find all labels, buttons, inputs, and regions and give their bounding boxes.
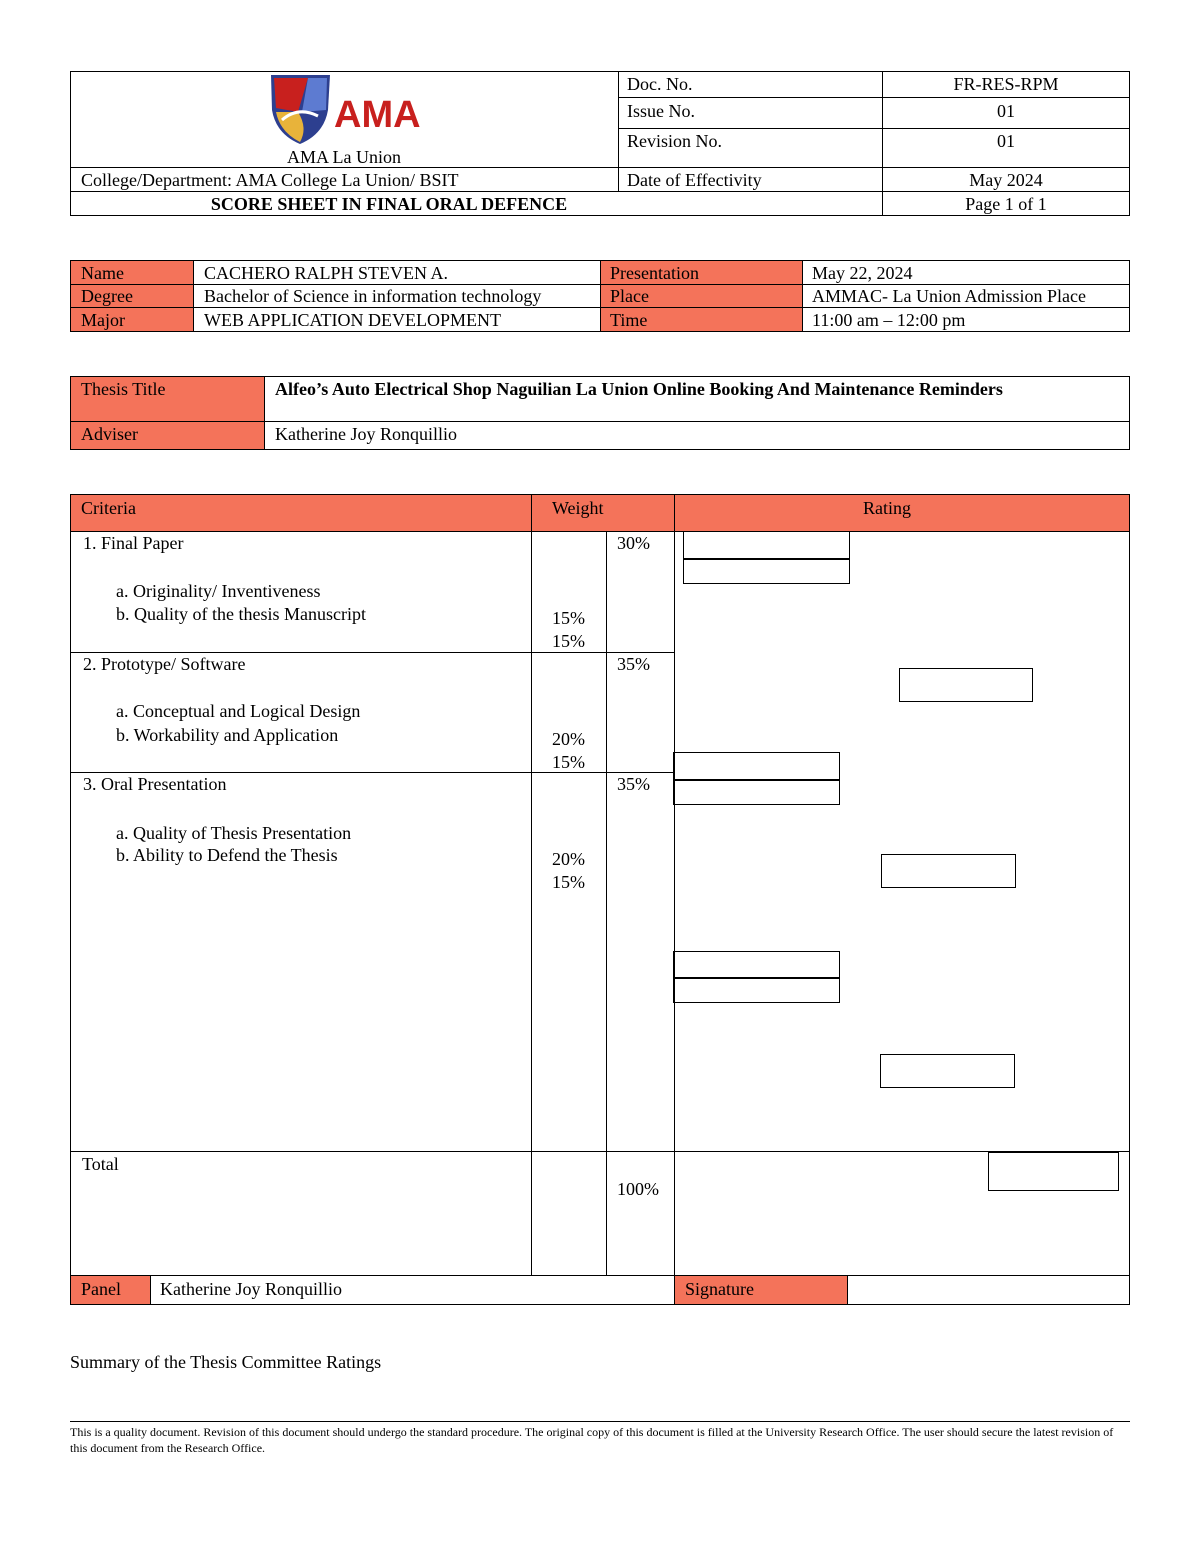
page-number: Page 1 of 1 — [965, 194, 1047, 214]
sheet-title: SCORE SHEET IN FINAL ORAL DEFENCE — [210, 194, 568, 214]
rating-subtotal-final-paper[interactable] — [899, 668, 1033, 702]
rule — [600, 260, 601, 332]
criterion-weight: 35% — [617, 774, 650, 794]
rule — [674, 494, 675, 1305]
rule — [70, 260, 71, 332]
name-label: Name — [81, 263, 124, 283]
rule — [150, 1275, 151, 1305]
panel-label: Panel — [81, 1279, 121, 1299]
sub-criterion: a. Originality/ Inventiveness — [116, 581, 321, 601]
footer-rule — [70, 1421, 1130, 1422]
rating-input-presentation[interactable] — [673, 951, 840, 978]
total-weight: 100% — [617, 1179, 659, 1199]
time-value: 11:00 am – 12:00 pm — [812, 310, 966, 330]
sub-criterion: a. Conceptual and Logical Design — [116, 701, 361, 721]
revision-no-value: 01 — [997, 131, 1015, 151]
revision-no-label: Revision No. — [627, 131, 723, 151]
criterion-weight: 30% — [617, 533, 650, 553]
sub-weight: 15% — [552, 608, 585, 628]
rule — [70, 376, 71, 450]
sub-weight: 15% — [552, 752, 585, 772]
total-label: Total — [82, 1154, 119, 1174]
adviser-name: Katherine Joy Ronquillio — [275, 424, 457, 444]
rule — [70, 494, 1130, 495]
rule — [618, 97, 1130, 98]
rule — [1129, 494, 1130, 1305]
doc-no-value: FR-RES-RPM — [953, 74, 1059, 94]
rule — [70, 191, 1130, 192]
thesis-title: Alfeo’s Auto Electrical Shop Naguilian La Union Online Booking And Maintenance Reminders — [275, 379, 1003, 399]
rating-input-originality[interactable] — [683, 531, 850, 559]
rule — [1129, 260, 1130, 332]
signature-field[interactable] — [848, 1276, 1129, 1304]
rule — [1129, 376, 1130, 450]
rule — [618, 128, 1130, 129]
rule — [70, 494, 71, 1305]
sub-weight: 15% — [552, 631, 585, 651]
sub-weight: 15% — [552, 872, 585, 892]
issue-no-value: 01 — [997, 101, 1015, 121]
rating-total[interactable] — [988, 1152, 1119, 1191]
presentation-label: Presentation — [610, 263, 699, 283]
svg-text:AMA: AMA — [334, 94, 421, 136]
sub-criterion: b. Workability and Application — [116, 725, 339, 745]
shield-icon — [271, 75, 330, 144]
sub-criterion: a. Quality of Thesis Presentation — [116, 823, 352, 843]
presentation-date: May 22, 2024 — [812, 263, 913, 283]
rule — [531, 494, 532, 1276]
ama-logo — [268, 72, 423, 147]
criterion-prototype: 2. Prototype/ Software — [83, 654, 246, 674]
rule — [606, 531, 607, 1276]
doc-no-label: Doc. No. — [627, 74, 693, 94]
criterion-weight: 35% — [617, 654, 650, 674]
summary-heading: Summary of the Thesis Committee Ratings — [70, 1352, 382, 1372]
weight-header: Weight — [552, 498, 604, 518]
rating-subtotal-prototype[interactable] — [881, 854, 1016, 888]
issue-no-label: Issue No. — [627, 101, 695, 121]
major-value: WEB APPLICATION DEVELOPMENT — [204, 310, 501, 330]
signature-label: Signature — [685, 1279, 754, 1299]
rule — [70, 449, 1130, 450]
rule — [70, 71, 1130, 72]
major-label: Major — [81, 310, 125, 330]
rule — [70, 376, 1130, 377]
panel-name: Katherine Joy Ronquillio — [160, 1279, 342, 1299]
thesis-title-label: Thesis Title — [81, 379, 166, 399]
rule — [618, 71, 619, 192]
rating-input-manuscript[interactable] — [683, 559, 850, 584]
rating-input-defend[interactable] — [673, 978, 840, 1003]
date-effectivity-label: Date of Effectivity — [627, 170, 762, 190]
sub-weight: 20% — [552, 729, 585, 749]
rule — [70, 215, 1130, 216]
rating-subtotal-oral[interactable] — [880, 1054, 1015, 1088]
sub-weight: 20% — [552, 849, 585, 869]
campus-name: AMA La Union — [287, 147, 401, 167]
date-effectivity-value: May 2024 — [969, 170, 1043, 190]
rating-header: Rating — [863, 498, 911, 518]
rule — [70, 1304, 1130, 1305]
criteria-header: Criteria — [81, 498, 136, 518]
time-label: Time — [610, 310, 648, 330]
college-department: College/Department: AMA College La Union/ BSIT — [81, 170, 459, 190]
footer-note: This is a quality document. Revision of this document should undergo the standard procedure. The original copy of this document is filled at the University Research Office. The user should secure the latest revision of this document from the Research Office. — [70, 1425, 1114, 1455]
adviser-label: Adviser — [81, 424, 138, 444]
rating-input-workability[interactable] — [673, 780, 840, 805]
place-label: Place — [610, 286, 649, 306]
sub-criterion: b. Quality of the thesis Manuscript — [116, 604, 366, 624]
place-value: AMMAC- La Union Admission Place — [812, 286, 1086, 306]
rule — [70, 531, 1130, 532]
criterion-final-paper: 1. Final Paper — [83, 533, 184, 553]
degree-value: Bachelor of Science in information technology — [204, 286, 542, 306]
criterion-oral-presentation: 3. Oral Presentation — [83, 774, 227, 794]
rule — [264, 376, 265, 450]
student-name: CACHERO RALPH STEVEN A. — [204, 263, 449, 283]
degree-label: Degree — [81, 286, 133, 306]
sub-criterion: b. Ability to Defend the Thesis — [116, 845, 338, 865]
rule — [802, 260, 803, 332]
rule — [70, 421, 1130, 422]
rule — [193, 260, 194, 332]
rating-input-design[interactable] — [673, 752, 840, 780]
rule — [70, 1151, 1130, 1152]
